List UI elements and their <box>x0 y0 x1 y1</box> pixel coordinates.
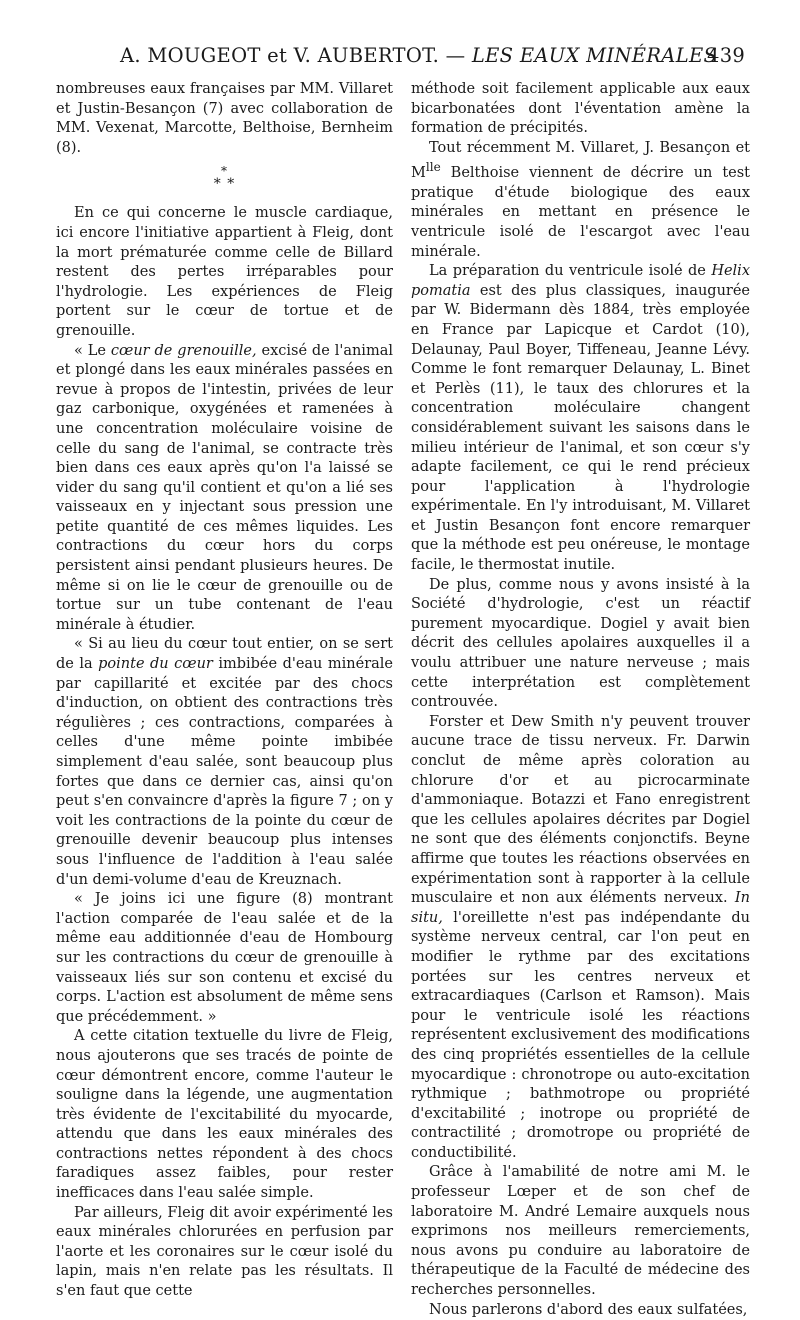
text-run: est des plus classiques, inaugurée par W. Bidermann dès 1884, très employée en France par Lapicque et Cardot (10), Delaunay, Paul Boyer, Tiffeneau, Jeanne Lévy. Comme le font remarquer Delaunay, L. Binet et Perlès (11), le taux des chlorures et la concentration moléculaire changent considérablement suivant les saisons dans le milieu intérieur de l'animal, et son cœur s'y adapte facilement, ce qui le rend précieux pour l'application à l'hydrologie expérimentale. En l'y introduisant, M. Villaret et Justin Besançon font encore remarquer que la méthode est peu onéreuse, le montage facile, le thermostat inutile. <box>411 282 750 574</box>
text-run: imbibée d'eau minérale par capillarité et excitée par des chocs d'induction, on obtient des contractions très régulières ; ces contractions, comparées à celles d'une même pointe imbibée simplement d'eau salée, sont beaucoup plus fortes que dans ce dernier cas, ainsi qu'on peut s'en convaincre d'après la figure 7 ; on y voit les contractions de la pointe du cœur de grenouille devenir beaucoup plus intenses sous l'influence de l'addition à l'eau salée d'un demi-volume d'eau de Kreuznach. <box>56 656 393 888</box>
paragraph: nombreuses eaux françaises par MM. Villaret et Justin-Besançon (7) avec collaboration de MM. Vexenat, Marcotte, Belthoise, Bernheim (8). <box>56 81 393 156</box>
paragraph: méthode soit facilement applicable aux eaux bicarbonatées dont l'éventation amène la formation de précipités. <box>411 81 750 137</box>
text-run: « Le <box>74 342 111 359</box>
separator-bottom-asterisks: * * <box>213 176 236 193</box>
paragraph: A cette citation textuelle du livre de Fleig, nous ajouterons que ses tracés de pointe de cœur démontrent encore, comme l'auteur le souligne dans la légende, une augmentation très évidente de l'excitabilité du myocarde, attendu que dans les eaux minérales des contractions nettes répondent à des chocs faradiques assez faibles, pour rester inefficaces dans l'eau salée simple. <box>56 1028 393 1202</box>
header-dash: — <box>445 44 466 67</box>
italic-run: pointe du cœur <box>98 656 213 673</box>
separator-top-asterisk: * <box>221 164 228 179</box>
text-run: Forster et Dew Smith n'y peuvent trouver aucune trace de tissu nerveux. Fr. Darwin conclut de même après coloration au chlorure d'or et au picrocarminate d'ammoniaque. Botazzi et Fano enregistrent que les cellules apolaires décrites par Dogiel ne sont que des éléments conjonctifs. Beyne affirme que toutes les réactions observées en expérimentation sont à rapporter à la cellule musculaire et non aux éléments nerveux. <box>411 713 750 907</box>
paragraph <box>56 342 393 636</box>
text-run: Belthoise viennent de décrire un test pratique d'étude biologique des eaux minérales en mettant en présence le ventricule isolé de l'escargot avec l'eau minérale. <box>411 165 750 260</box>
left-column <box>56 80 393 1302</box>
text-run: Tout récemment M. Villaret, J. Besançon et M <box>411 139 750 182</box>
text-run: l'oreillette n'est pas indépendante du système nerveux central, car l'on peut en modifier le rythme par des excitations portées sur les centres nerveux et extracardiaques (Carlson et Ramson). Mais pour le ventricule isolé les réactions représentent exclusivement des modifications des cinq propriétés essentielles de la cellule myocardique : chronotrope ou auto-excitation rythmique ; bathmotrope ou propriété d'excitabilité ; inotrope ou propriété de contractilité ; dromotrope ou propriété de conductibilité. <box>411 909 750 1161</box>
paragraph: De plus, comme nous y avons insisté à la Société d'hydrologie, c'est un réactif purement myocardique. Dogiel y avait bien décrit des cellules apolaires auxquelles il a voulu attribuer une nature nerveuse ; mais cette interprétation est complètement controuvée. <box>411 576 750 711</box>
italic-run: cœur de grenouille, <box>110 342 257 359</box>
italic-run: In situ, <box>411 890 750 926</box>
header-authors: A. MOUGEOT et V. AUBERTOT. <box>120 44 440 67</box>
superscript-run: lle <box>425 160 441 175</box>
running-header <box>0 38 800 74</box>
paragraph: « Je joins ici une figure (8) montrant l'action comparée de l'eau salée et de la même eau additionnée d'eau de Hombourg sur les contractions du cœur de grenouille à vaisseaux liés sur son contenu et excisé du corps. L'action est absolument de même sens que précédemment. » <box>56 891 393 1025</box>
paragraph: Grâce à l'amabilité de notre ami M. le professeur Lœper et de son chef de laboratoire M. André Lemaire auxquels nous exprimons nos meilleurs remerciements, nous avons pu conduire au laboratoire de thérapeutique de la Faculté de médecine des recherches personnelles. <box>411 1164 750 1299</box>
text-run: excisé de l'animal et plongé dans les eaux minérales passées en revue à propos de l'intestin, privées de leur gaz carbonique, oxygénées et ramenées à une concentration moléculaire voisine de celle du sang de l'animal, se contracte très bien dans ces eaux après qu'on l'a laissé se vider du sang qu'il contient et qu'on a lié ses vaisseaux en y injectant sous pression une petite quantité de ces mêmes liquides. Les contractions du cœur hors du corps persistent ainsi pendant plusieurs heures. De même si on lie le cœur de grenouille ou de tortue sur un tube contenant de l'eau minérale à étudier. <box>56 342 393 633</box>
running-title <box>120 38 717 74</box>
paragraph <box>56 635 393 890</box>
paragraph: Par ailleurs, Fleig dit avoir expérimenté les eaux minérales chlorurées en perfusion par l'aorte et les coronaires sur le cœur isolé du lapin, mais n'en relate pas les résultats. Il s'en faut que cette <box>56 1204 393 1300</box>
section-separator <box>56 166 393 192</box>
paragraph <box>411 139 750 262</box>
italic-run: Helix pomatia <box>411 263 750 299</box>
page-number: 439 <box>707 44 746 67</box>
header-journal-title: LES EAUX MINÉRALES <box>471 44 718 67</box>
paragraph <box>411 713 750 1164</box>
text-run: « Si au lieu du cœur tout entier, on se sert de la <box>56 636 393 673</box>
text-run: La préparation du ventricule isolé de <box>429 263 712 280</box>
paragraph: Nous parlerons d'abord des eaux sulfatées, <box>429 1301 748 1318</box>
paragraph: En ce qui concerne le muscle cardiaque, ici encore l'initiative appartient à Fleig, dont la mort prématurée comme celle de Billard restent des pertes irréparables pour l'hydrologie. Les expériences de Fleig portent sur le cœur de tortue et de grenouille. <box>56 205 393 339</box>
paragraph <box>411 262 750 576</box>
right-column <box>411 80 750 1320</box>
